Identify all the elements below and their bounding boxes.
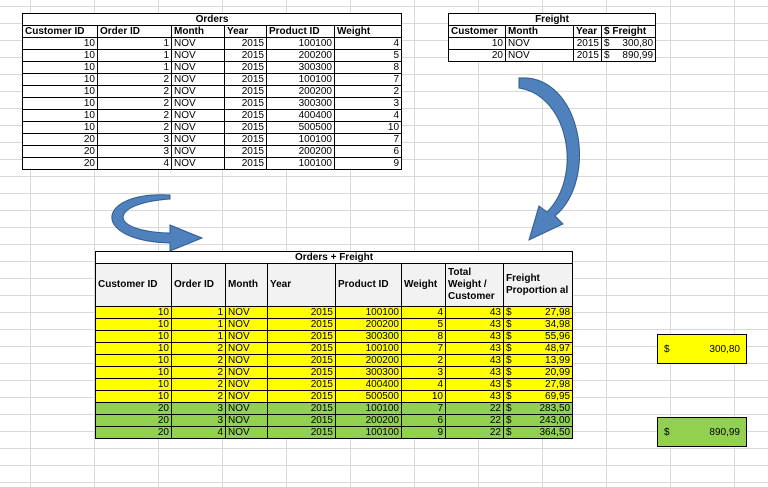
cell-product-id[interactable]: 400400 (336, 379, 402, 391)
cell-order-id[interactable]: 1 (98, 38, 172, 50)
cell-weight[interactable]: 7 (402, 343, 446, 355)
cell-year[interactable]: 2015 (225, 98, 267, 110)
orders-header-row (23, 26, 402, 38)
cell-year[interactable]: 2015 (225, 62, 267, 74)
cell-month[interactable]: NOV (506, 50, 574, 62)
cell-product-id[interactable]: 200200 (267, 86, 335, 98)
cell-month[interactable]: NOV (172, 74, 225, 86)
cell-month[interactable]: NOV (226, 403, 268, 415)
cell-customer-id[interactable]: 10 (23, 50, 98, 62)
cell-customer-id[interactable]: 10 (23, 38, 98, 50)
cell-customer-id[interactable]: 10 (23, 74, 98, 86)
cell-month[interactable]: NOV (172, 38, 225, 50)
cell-customer-id[interactable]: 20 (96, 403, 172, 415)
currency-symbol: $ (506, 367, 512, 378)
cell-weight[interactable]: 5 (402, 319, 446, 331)
cell-order-id[interactable]: 2 (172, 379, 226, 391)
currency-symbol: $ (604, 38, 610, 49)
cell-freight-proportional[interactable] (504, 391, 573, 403)
cell-customer-id[interactable]: 10 (96, 391, 172, 403)
cell-product-id[interactable]: 500500 (336, 391, 402, 403)
cell-weight[interactable]: 2 (335, 86, 402, 98)
header-customer-id[interactable]: Customer ID (96, 264, 172, 307)
combined-title: Orders + Freight (96, 252, 573, 264)
header-year[interactable]: Year (225, 26, 267, 38)
cell-year[interactable]: 2015 (268, 307, 336, 319)
table-row (96, 391, 573, 403)
cell-order-id[interactable]: 2 (172, 355, 226, 367)
freight-proportional-value: 34,98 (545, 319, 571, 330)
cell-customer-id[interactable]: 10 (23, 86, 98, 98)
cell-total-weight[interactable]: 22 (446, 403, 504, 415)
cell-weight[interactable]: 6 (402, 415, 446, 427)
cell-year[interactable]: 2015 (225, 74, 267, 86)
freight-table (448, 13, 656, 62)
table-row (96, 403, 573, 415)
cell-product-id[interactable]: 400400 (267, 110, 335, 122)
cell-month[interactable]: NOV (172, 62, 225, 74)
cell-month[interactable]: NOV (172, 86, 225, 98)
cell-total-weight[interactable]: 43 (446, 307, 504, 319)
cell-freight-proportional[interactable] (504, 319, 573, 331)
cell-year[interactable]: 2015 (225, 146, 267, 158)
freight-proportional-value: 48,97 (545, 343, 571, 354)
cell-year[interactable]: 2015 (225, 122, 267, 134)
cell-year[interactable]: 2015 (268, 427, 336, 439)
cell-year[interactable]: 2015 (225, 134, 267, 146)
cell-month[interactable]: NOV (226, 391, 268, 403)
cell-customer-id[interactable]: 10 (23, 122, 98, 134)
currency-symbol: $ (506, 307, 512, 318)
table-row (96, 355, 573, 367)
table-row (96, 415, 573, 427)
cell-weight[interactable]: 6 (335, 146, 402, 158)
cell-customer-id[interactable]: 20 (23, 158, 98, 170)
table-row (23, 146, 402, 158)
freight-total-value: 890,99 (709, 426, 740, 438)
cell-order-id[interactable]: 3 (172, 403, 226, 415)
cell-freight-proportional[interactable] (504, 307, 573, 319)
cell-month[interactable]: NOV (172, 134, 225, 146)
cell-month[interactable]: NOV (226, 343, 268, 355)
cell-customer-id[interactable]: 10 (23, 98, 98, 110)
freight-title: Freight (449, 14, 656, 26)
cell-total-weight[interactable]: 43 (446, 343, 504, 355)
cell-customer[interactable]: 10 (449, 38, 506, 50)
table-row (23, 74, 402, 86)
freight-total-cell-green[interactable] (657, 417, 747, 447)
freight-value: 300,80 (622, 38, 654, 49)
header-order-id[interactable]: Order ID (98, 26, 172, 38)
header-month[interactable]: Month (506, 26, 574, 38)
cell-product-id[interactable]: 200200 (336, 355, 402, 367)
cell-order-id[interactable]: 1 (172, 307, 226, 319)
cell-order-id[interactable]: 1 (98, 50, 172, 62)
cell-month[interactable]: NOV (226, 307, 268, 319)
freight-header-row (449, 26, 656, 38)
freight-proportional-value: 55,96 (545, 331, 571, 342)
cell-year[interactable]: 2015 (268, 403, 336, 415)
freight-proportional-value: 27,98 (545, 307, 571, 318)
freight-total-value: 300,80 (709, 343, 740, 355)
cell-month[interactable]: NOV (172, 110, 225, 122)
cell-month[interactable]: NOV (226, 331, 268, 343)
cell-customer[interactable]: 20 (449, 50, 506, 62)
header-freight-proportional[interactable]: Freight Proportion al (504, 264, 573, 307)
header-weight[interactable]: Weight (335, 26, 402, 38)
cell-freight-proportional[interactable] (504, 367, 573, 379)
cell-order-id[interactable]: 4 (172, 427, 226, 439)
cell-year[interactable]: 2015 (268, 367, 336, 379)
freight-proportional-value: 243,00 (539, 415, 571, 426)
currency-symbol: $ (664, 426, 670, 438)
cell-freight-proportional[interactable] (504, 427, 573, 439)
cell-order-id[interactable]: 1 (98, 62, 172, 74)
table-row (23, 134, 402, 146)
cell-product-id[interactable]: 100100 (336, 427, 402, 439)
cell-customer-id[interactable]: 10 (23, 62, 98, 74)
cell-year[interactable]: 2015 (225, 158, 267, 170)
currency-symbol: $ (604, 50, 610, 61)
header-order-id[interactable]: Order ID (172, 264, 226, 307)
currency-symbol: $ (506, 331, 512, 342)
cell-year[interactable]: 2015 (225, 110, 267, 122)
cell-customer-id[interactable]: 10 (96, 355, 172, 367)
cell-order-id[interactable]: 2 (98, 98, 172, 110)
cell-order-id[interactable]: 2 (172, 367, 226, 379)
currency-symbol: $ (506, 391, 512, 402)
table-row (23, 50, 402, 62)
cell-weight[interactable]: 8 (335, 62, 402, 74)
cell-freight-proportional[interactable] (504, 379, 573, 391)
cell-freight-proportional[interactable] (504, 403, 573, 415)
header-customer-id[interactable]: Customer ID (23, 26, 98, 38)
cell-month[interactable]: NOV (226, 379, 268, 391)
freight-proportional-value: 13,99 (545, 355, 571, 366)
cell-weight[interactable]: 3 (335, 98, 402, 110)
currency-symbol: $ (506, 427, 512, 438)
cell-month[interactable]: NOV (172, 158, 225, 170)
header-product-id[interactable]: Product ID (336, 264, 402, 307)
cell-year[interactable]: 2015 (574, 38, 602, 50)
cell-product-id[interactable]: 200200 (336, 415, 402, 427)
cell-year[interactable]: 2015 (225, 86, 267, 98)
table-row (96, 427, 573, 439)
cell-freight[interactable] (602, 50, 656, 62)
cell-year[interactable]: 2015 (268, 415, 336, 427)
freight-proportional-value: 283,50 (539, 403, 571, 414)
cell-year[interactable]: 2015 (268, 379, 336, 391)
cell-year[interactable]: 2015 (268, 319, 336, 331)
currency-symbol: $ (506, 343, 512, 354)
cell-freight-proportional[interactable] (504, 331, 573, 343)
freight-proportional-value: 27,98 (545, 379, 571, 390)
cell-total-weight[interactable]: 43 (446, 355, 504, 367)
table-row (23, 86, 402, 98)
cell-weight[interactable]: 7 (402, 403, 446, 415)
cell-year[interactable]: 2015 (268, 343, 336, 355)
freight-value: 890,99 (622, 50, 654, 61)
cell-product-id[interactable]: 100100 (267, 38, 335, 50)
table-row (23, 98, 402, 110)
header-month[interactable]: Month (226, 264, 268, 307)
cell-order-id[interactable]: 3 (98, 146, 172, 158)
cell-order-id[interactable]: 2 (98, 122, 172, 134)
cell-month[interactable]: NOV (226, 427, 268, 439)
cell-order-id[interactable]: 1 (172, 319, 226, 331)
cell-product-id[interactable]: 100100 (267, 74, 335, 86)
cell-weight[interactable]: 8 (402, 331, 446, 343)
cell-product-id[interactable]: 100100 (267, 158, 335, 170)
cell-weight[interactable]: 7 (335, 134, 402, 146)
header-month[interactable]: Month (172, 26, 225, 38)
cell-product-id[interactable]: 300300 (267, 62, 335, 74)
freight-proportional-value: 20,99 (545, 367, 571, 378)
cell-customer-id[interactable]: 10 (96, 331, 172, 343)
cell-order-id[interactable]: 3 (98, 134, 172, 146)
cell-product-id[interactable]: 100100 (267, 134, 335, 146)
cell-weight[interactable]: 10 (402, 391, 446, 403)
cell-month[interactable]: NOV (226, 367, 268, 379)
cell-product-id[interactable]: 100100 (336, 343, 402, 355)
cell-weight[interactable]: 5 (335, 50, 402, 62)
cell-month[interactable]: NOV (226, 319, 268, 331)
curved-arrow-left (110, 195, 210, 255)
header-customer[interactable]: Customer (449, 26, 506, 38)
header-year[interactable]: Year (268, 264, 336, 307)
table-row (96, 319, 573, 331)
cell-month[interactable]: NOV (172, 98, 225, 110)
cell-customer-id[interactable]: 20 (23, 134, 98, 146)
cell-year[interactable]: 2015 (268, 355, 336, 367)
table-row (96, 331, 573, 343)
cell-order-id[interactable]: 2 (172, 391, 226, 403)
cell-year[interactable]: 2015 (574, 50, 602, 62)
table-row (23, 62, 402, 74)
cell-freight-proportional[interactable] (504, 343, 573, 355)
cell-year[interactable]: 2015 (225, 38, 267, 50)
cell-customer-id[interactable]: 20 (96, 415, 172, 427)
cell-product-id[interactable]: 300300 (267, 98, 335, 110)
orders-table (22, 13, 402, 170)
cell-year[interactable]: 2015 (225, 50, 267, 62)
freight-total-cell-yellow[interactable] (657, 334, 747, 364)
cell-month[interactable]: NOV (226, 415, 268, 427)
table-row (449, 50, 656, 62)
table-row (96, 307, 573, 319)
cell-customer-id[interactable]: 10 (96, 307, 172, 319)
table-row (23, 158, 402, 170)
orders-title: Orders (23, 14, 402, 26)
cell-weight[interactable]: 10 (335, 122, 402, 134)
table-row (23, 38, 402, 50)
cell-total-weight[interactable]: 22 (446, 415, 504, 427)
cell-product-id[interactable]: 200200 (267, 146, 335, 158)
cell-month[interactable]: NOV (506, 38, 574, 50)
currency-symbol: $ (506, 355, 512, 366)
currency-symbol: $ (506, 319, 512, 330)
cell-customer-id[interactable]: 10 (23, 110, 98, 122)
cell-weight[interactable]: 9 (335, 158, 402, 170)
cell-order-id[interactable]: 4 (98, 158, 172, 170)
table-row (96, 343, 573, 355)
table-row (23, 122, 402, 134)
cell-product-id[interactable]: 500500 (267, 122, 335, 134)
cell-month[interactable]: NOV (172, 50, 225, 62)
combined-header-row (96, 264, 573, 307)
cell-weight[interactable]: 9 (402, 427, 446, 439)
cell-weight[interactable]: 4 (335, 38, 402, 50)
cell-customer-id[interactable]: 10 (96, 379, 172, 391)
cell-product-id[interactable]: 300300 (336, 367, 402, 379)
cell-customer-id[interactable]: 20 (96, 427, 172, 439)
cell-month[interactable]: NOV (172, 122, 225, 134)
cell-weight[interactable]: 7 (335, 74, 402, 86)
cell-total-weight[interactable]: 43 (446, 367, 504, 379)
cell-customer-id[interactable]: 10 (96, 319, 172, 331)
currency-symbol: $ (506, 403, 512, 414)
cell-total-weight[interactable]: 22 (446, 427, 504, 439)
cell-product-id[interactable]: 200200 (336, 319, 402, 331)
cell-month[interactable]: NOV (172, 146, 225, 158)
curved-arrow-right (515, 68, 595, 248)
orders-freight-table (95, 251, 573, 439)
cell-total-weight[interactable]: 43 (446, 379, 504, 391)
cell-order-id[interactable]: 2 (172, 343, 226, 355)
cell-total-weight[interactable]: 43 (446, 319, 504, 331)
cell-month[interactable]: NOV (226, 355, 268, 367)
currency-symbol: $ (506, 415, 512, 426)
cell-customer-id[interactable]: 20 (23, 146, 98, 158)
currency-symbol: $ (506, 379, 512, 390)
cell-freight[interactable] (602, 38, 656, 50)
cell-year[interactable]: 2015 (268, 331, 336, 343)
cell-order-id[interactable]: 1 (172, 331, 226, 343)
cell-customer-id[interactable]: 10 (96, 367, 172, 379)
cell-product-id[interactable]: 300300 (336, 331, 402, 343)
cell-freight-proportional[interactable] (504, 355, 573, 367)
header-weight[interactable]: Weight (402, 264, 446, 307)
table-row (23, 110, 402, 122)
cell-order-id[interactable]: 3 (172, 415, 226, 427)
cell-order-id[interactable]: 2 (98, 86, 172, 98)
header-year[interactable]: Year (574, 26, 602, 38)
cell-total-weight[interactable]: 43 (446, 331, 504, 343)
cell-customer-id[interactable]: 10 (96, 343, 172, 355)
cell-weight[interactable]: 4 (335, 110, 402, 122)
header-total-weight[interactable]: Total Weight / Customer (446, 264, 504, 307)
freight-proportional-value: 364,50 (539, 427, 571, 438)
cell-weight[interactable]: 2 (402, 355, 446, 367)
cell-weight[interactable]: 3 (402, 367, 446, 379)
cell-order-id[interactable]: 2 (98, 74, 172, 86)
freight-proportional-value: 69,95 (545, 391, 571, 402)
header-freight[interactable]: $ Freight (602, 26, 656, 38)
cell-total-weight[interactable]: 43 (446, 391, 504, 403)
cell-year[interactable]: 2015 (268, 391, 336, 403)
table-row (96, 379, 573, 391)
cell-product-id[interactable]: 100100 (336, 307, 402, 319)
currency-symbol: $ (664, 343, 670, 355)
header-product-id[interactable]: Product ID (267, 26, 335, 38)
cell-freight-proportional[interactable] (504, 415, 573, 427)
cell-weight[interactable]: 4 (402, 379, 446, 391)
cell-product-id[interactable]: 100100 (336, 403, 402, 415)
cell-product-id[interactable]: 200200 (267, 50, 335, 62)
cell-order-id[interactable]: 2 (98, 110, 172, 122)
cell-weight[interactable]: 4 (402, 307, 446, 319)
table-row (449, 38, 656, 50)
table-row (96, 367, 573, 379)
